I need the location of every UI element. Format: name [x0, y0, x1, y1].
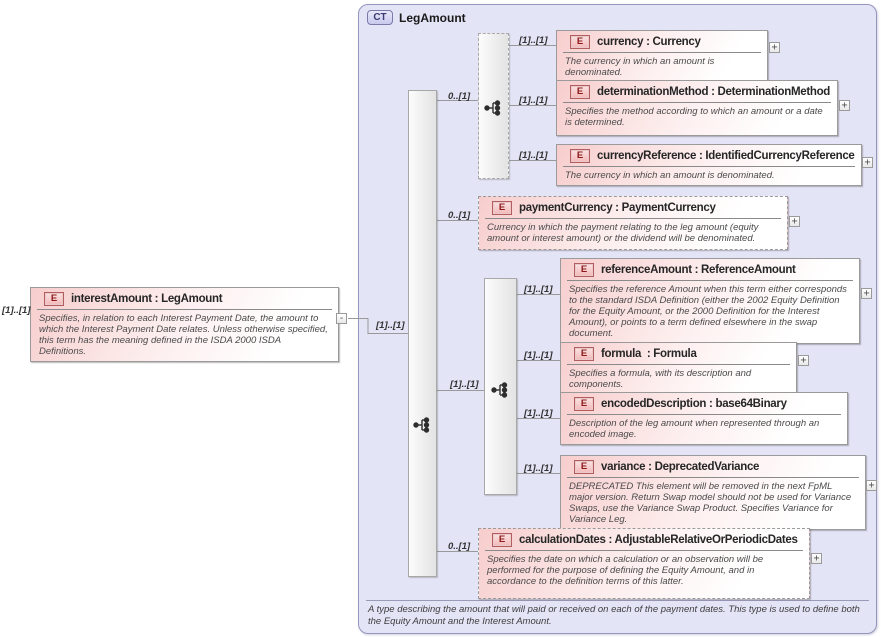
element-doc: Specifies the reference Amount when this term either corresponds to the standard ISDA Definition (either the 2002 Equity Definition for the Equity Amount, or the 2000 Definition for the Interest Amount), or points to a term defined elsewhere in the swap document. — [569, 284, 847, 339]
element-name: encodedDescription : base64Binary — [601, 398, 787, 410]
cardinality-label: 0..[1] — [448, 210, 471, 221]
element-header — [563, 145, 855, 167]
element-name: determinationMethod : DeterminationMethod — [597, 86, 831, 98]
element-badge: E — [574, 460, 594, 474]
element-name: calculationDates : AdjustableRelativeOrPeriodicDates — [519, 534, 798, 546]
element-badge: E — [570, 35, 590, 49]
element-badge: E — [492, 533, 512, 547]
element-header — [567, 259, 853, 281]
element-header — [485, 529, 803, 551]
expand-button[interactable]: + — [811, 553, 822, 564]
cardinality-label: [1]..[1] — [524, 463, 553, 474]
element-doc: The currency in which an amount is denominated. — [565, 170, 775, 181]
element-doc: Specifies, in relation to each Interest Payment Date, the amount to which the Interest Payment Date relates. Unless otherwise specified, this term has the meaning defined in the ISDA 2000 ISDA Definitions. — [39, 313, 328, 357]
element-header — [567, 343, 790, 365]
complex-type-title: LegAmount — [399, 10, 466, 25]
element-header — [567, 456, 859, 478]
choice-group-bar[interactable] — [478, 33, 509, 179]
element-name: variance : DeprecatedVariance — [601, 461, 760, 473]
element-doc: Specifies the method according to which an amount or a date is determined. — [565, 106, 823, 128]
element-name: currency : Currency — [597, 36, 701, 48]
expand-button[interactable]: + — [789, 216, 800, 227]
cardinality-label: [1]..[1] — [2, 305, 31, 316]
main-sequence-bar[interactable] — [408, 90, 437, 577]
cardinality-label: [1]..[1] — [524, 350, 553, 361]
element-doc: Specifies a formula, with its description and components. — [569, 368, 752, 390]
expand-button[interactable]: + — [861, 288, 872, 299]
element-interestAmount[interactable] — [30, 287, 339, 362]
element-header — [485, 197, 781, 219]
cardinality-label: [1]..[1] — [519, 150, 548, 161]
element-header — [563, 81, 831, 103]
element-badge: E — [570, 149, 590, 163]
cardinality-label: 0..[1] — [448, 91, 471, 102]
element-badge: E — [574, 347, 594, 361]
element-name: interestAmount : LegAmount — [71, 293, 223, 305]
element-doc: Specifies the date on which a calculation or an observation will be performed for the purpose of defining the Equity Amount, and in accordance to the definition terms of this latter. — [487, 554, 764, 587]
expand-button[interactable]: + — [839, 100, 850, 111]
element-referenceAmount[interactable] — [560, 258, 860, 344]
model-group-icon — [413, 417, 433, 433]
element-doc: Currency in which the payment relating to the leg amount (equity amount or interest amount) or the dividend will be denominated. — [487, 222, 759, 244]
element-badge: E — [574, 397, 594, 411]
element-badge: E — [44, 292, 64, 306]
model-group-icon — [484, 100, 504, 116]
element-badge: E — [574, 263, 594, 277]
cardinality-label: [1]..[1] — [519, 35, 548, 46]
element-name: paymentCurrency : PaymentCurrency — [519, 202, 716, 214]
cardinality-label: [1]..[1] — [524, 408, 553, 419]
element-doc: DEPRECATED This element will be removed in the next FpML major version. Return Swap model should not be used for Variance Swaps, use the Variance Swap Product. Specifies Variance for Variance Leg. — [569, 481, 852, 525]
element-name: referenceAmount : ReferenceAmount — [601, 264, 796, 276]
model-group-icon — [491, 382, 511, 398]
cardinality-label: [1]..[1] — [524, 284, 553, 295]
element-header — [563, 31, 761, 53]
element-encodedDescription[interactable] — [560, 392, 848, 445]
cardinality-label: 0..[1] — [448, 541, 471, 552]
element-currency[interactable] — [556, 30, 768, 83]
element-currencyReference[interactable] — [556, 144, 862, 186]
cardinality-label: [1]..[1] — [450, 379, 479, 390]
complex-type-badge: CT — [367, 10, 393, 25]
element-doc: Description of the leg amount when represented through an encoded image. — [569, 418, 820, 440]
expand-button[interactable]: + — [798, 355, 809, 366]
expand-button[interactable]: + — [769, 42, 780, 53]
complex-type-doc: A type describing the amount that will paid or received on each of the payment dates. This type is used to define both the Equity Amount and the Interest Amount. — [366, 600, 869, 629]
element-doc: The currency in which an amount is denominated. — [565, 56, 715, 78]
element-badge: E — [492, 201, 512, 215]
element-name: currencyReference : IdentifiedCurrencyReference — [597, 150, 855, 162]
expand-button[interactable]: + — [866, 480, 877, 491]
element-header — [567, 393, 841, 415]
cardinality-label: [1]..[1] — [519, 95, 548, 106]
element-variance[interactable] — [560, 455, 866, 530]
element-paymentCurrency[interactable] — [478, 196, 788, 250]
inner-sequence-bar[interactable] — [484, 278, 517, 495]
element-header — [37, 288, 332, 310]
element-name: formula : Formula — [601, 348, 697, 360]
collapse-button[interactable]: - — [336, 313, 347, 324]
element-determinationMethod[interactable] — [556, 80, 838, 136]
element-badge: E — [570, 85, 590, 99]
element-formula[interactable] — [560, 342, 797, 395]
expand-button[interactable]: + — [862, 157, 873, 168]
element-calculationDates[interactable] — [478, 528, 810, 599]
cardinality-label: [1]..[1] — [376, 320, 405, 331]
